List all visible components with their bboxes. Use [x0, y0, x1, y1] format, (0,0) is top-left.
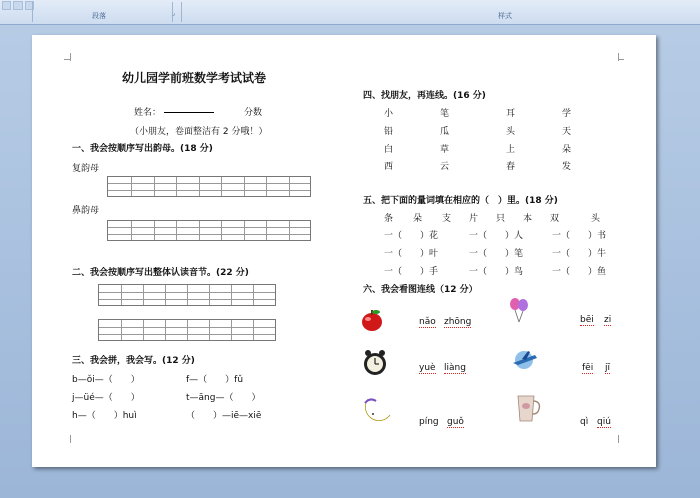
- fill-item: 一（ ）手: [384, 267, 439, 277]
- measure-word: 双: [550, 214, 560, 224]
- pinyin-syllable: zi: [604, 315, 612, 325]
- spelling-item: t—āng—（ ）: [186, 393, 261, 403]
- name-blank[interactable]: [164, 103, 214, 113]
- cleanliness-note: （小朋友，卷面整洁有 2 分哦！）: [130, 127, 268, 137]
- measure-word: 只: [496, 214, 506, 224]
- section-4-heading: 四、找朋友，再连线。(16 分): [363, 91, 486, 101]
- document-page[interactable]: [32, 35, 656, 467]
- word-cell: 朵: [562, 145, 572, 155]
- ribbon-group-paragraph[interactable]: 段落: [92, 12, 106, 20]
- pinyin-syllable: qì: [580, 417, 589, 427]
- fill-item: 一（ ）鸟: [469, 267, 524, 277]
- writing-grid[interactable]: [98, 319, 276, 341]
- ribbon-group-styles[interactable]: 样式: [498, 12, 512, 20]
- pinyin-syllable: jī: [605, 363, 611, 373]
- measure-word: 片: [469, 214, 479, 224]
- pinyin-syllable: liàng: [444, 363, 466, 373]
- ribbon-separator: [181, 2, 182, 22]
- spelling-item: （ ）—iē—xiē: [186, 411, 262, 421]
- word-cell: 春: [506, 162, 516, 172]
- spelling-item: j—üé—（ ）: [72, 393, 140, 403]
- airplane-icon: [510, 349, 538, 371]
- pinyin-syllable: guǒ: [447, 417, 464, 427]
- word-cell: 铅: [384, 127, 394, 137]
- ribbon-buttons[interactable]: [0, 0, 36, 11]
- word-cell: 西: [384, 162, 394, 172]
- crop-mark: [618, 53, 619, 61]
- section-2-heading: 二、我会按顺序写出整体认读音节。(22 分): [72, 268, 249, 278]
- word-cell: 小: [384, 109, 394, 119]
- fill-item: 一（ ）人: [469, 231, 524, 241]
- crop-mark: [618, 435, 619, 443]
- spelling-item: f—（ ）fǔ: [186, 375, 244, 385]
- pinyin-syllable: fēi: [582, 363, 594, 373]
- word-cell: 草: [440, 145, 450, 155]
- word-cell: 发: [562, 162, 572, 172]
- word-cell: 瓜: [440, 127, 450, 137]
- fill-item: 一（ ）笔: [469, 249, 524, 259]
- pinyin-syllable: qiú: [597, 417, 611, 427]
- apple-icon: [360, 307, 384, 333]
- word-cell: 天: [562, 127, 572, 137]
- ribbon: [0, 0, 700, 25]
- section-6-heading: 六、我会看图连线（12 分）: [363, 285, 478, 295]
- crop-mark: [70, 435, 71, 443]
- fill-item: 一（ ）牛: [552, 249, 607, 259]
- alarm-clock-icon: [362, 348, 388, 376]
- measure-word: 条: [384, 214, 394, 224]
- nasal-finals-label: 鼻韵母: [72, 206, 100, 216]
- word-cell: 笔: [440, 109, 450, 119]
- word-cell: 云: [440, 162, 450, 172]
- compound-finals-label: 复韵母: [72, 164, 100, 174]
- crop-mark: [70, 53, 71, 61]
- fill-item: 一（ ）鱼: [552, 267, 607, 277]
- writing-grid[interactable]: [98, 284, 276, 306]
- cup-icon: [514, 392, 542, 424]
- section-5-heading: 五、把下面的量词填在相应的（ ）里。(18 分): [363, 196, 558, 206]
- fill-item: 一（ ）书: [552, 231, 607, 241]
- writing-grid[interactable]: [107, 176, 311, 197]
- page-title: 幼儿园学前班数学考试试卷: [122, 71, 267, 85]
- crescent-moon-icon: [362, 395, 392, 423]
- writing-grid[interactable]: [107, 220, 311, 241]
- measure-word: 支: [442, 214, 452, 224]
- word-cell: 学: [562, 109, 572, 119]
- measure-word: 头: [591, 214, 601, 224]
- word-cell: 上: [506, 145, 516, 155]
- pinyin-syllable: yuè: [419, 363, 436, 373]
- dialog-launcher-icon[interactable]: ⌟: [172, 10, 175, 17]
- spelling-item: b—ǒi—（ ）: [72, 375, 140, 385]
- measure-word: 朵: [413, 214, 423, 224]
- fill-item: 一（ ）叶: [384, 249, 439, 259]
- balloon-icon: [508, 297, 530, 323]
- section-3-heading: 三、我会拼，我会写。(12 分): [72, 356, 195, 366]
- pinyin-syllable: bēi: [580, 315, 594, 325]
- ribbon-separator: [32, 2, 33, 22]
- pinyin-syllable: nǎo: [419, 317, 436, 327]
- score-label: 分数: [244, 108, 263, 118]
- pinyin-syllable: píng: [419, 417, 439, 427]
- word-cell: 白: [384, 145, 394, 155]
- fill-item: 一（ ）花: [384, 231, 439, 241]
- section-1-heading: 一、我会按顺序写出韵母。(18 分): [72, 144, 213, 154]
- spelling-item: h—（ ）huì: [72, 411, 137, 421]
- word-cell: 头: [506, 127, 516, 137]
- pinyin-syllable: zhōng: [444, 317, 472, 327]
- name-label: 姓名：: [134, 108, 162, 118]
- word-cell: 耳: [506, 109, 516, 119]
- measure-word: 本: [523, 214, 533, 224]
